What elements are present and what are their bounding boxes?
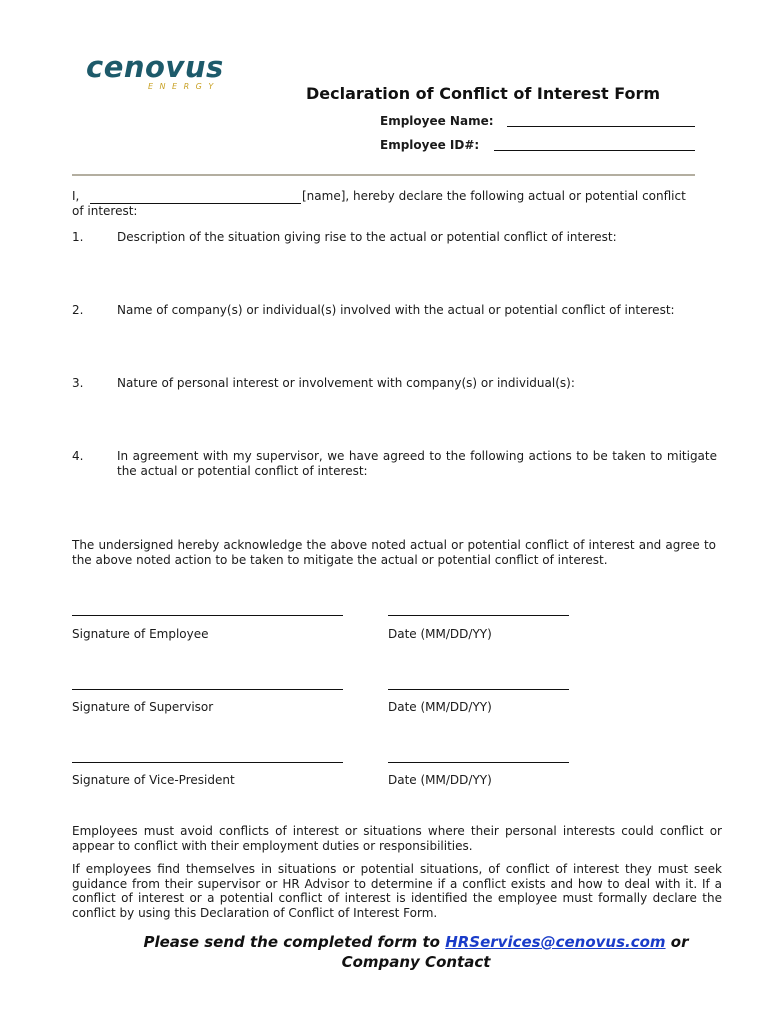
supervisor-date-label: Date (MM/DD/YY) (388, 700, 492, 714)
item-2-response-area[interactable] (117, 321, 717, 371)
item-1-number: 1. (72, 230, 84, 244)
employee-id-field[interactable] (494, 150, 695, 151)
policy-note-2: If employees find themselves in situations or potential situations, of conflict of interest they must seek guidance from their supervisor or HR Advisor to determine if a conflict exists and how to deal with it. If a conflict of interest or a potential conflict of interest is identified the employee must formally declare the conflict by using this Declaration of Conflict of Interest Form. (72, 862, 722, 920)
item-4-response-area[interactable] (117, 482, 717, 527)
vp-signature-line[interactable] (72, 762, 343, 763)
acknowledgement-text: The undersigned hereby acknowledge the above noted actual or potential conflict of interest and agree to the above noted action to be taken to mitigate the actual or potential conflict of interest. (72, 538, 716, 567)
item-1-response-area[interactable] (117, 248, 717, 298)
item-4-number: 4. (72, 449, 84, 463)
item-3-number: 3. (72, 376, 84, 390)
employee-id-label: Employee ID#: (380, 138, 480, 152)
footer-suffix: or (670, 933, 689, 951)
intro-continuation: of interest: (72, 204, 138, 218)
item-2-text: Name of company(s) or individual(s) involved with the actual or potential conflict of interest: (117, 303, 675, 317)
form-title: Declaration of Conflict of Interest Form (306, 84, 661, 103)
vp-signature-label: Signature of Vice-President (72, 773, 235, 787)
vp-date-line[interactable] (388, 762, 569, 763)
supervisor-signature-label: Signature of Supervisor (72, 700, 214, 714)
policy-note-1: Employees must avoid conflicts of interest or situations where their personal interests could conflict or appear to conflict with their employment duties or responsibilities. (72, 824, 722, 853)
hr-email-link[interactable]: HRServices@cenovus.com (445, 933, 666, 951)
intro-suffix: [name], hereby declare the following actual or potential conflict (302, 189, 686, 203)
vp-date-label: Date (MM/DD/YY) (388, 773, 492, 787)
item-4-text: In agreement with my supervisor, we have agreed to the following actions to be taken to mitigate the actual or potential conflict of interest: (117, 449, 717, 478)
employee-date-line[interactable] (388, 615, 569, 616)
employee-signature-label: Signature of Employee (72, 627, 209, 641)
intro-prefix: I, (72, 189, 80, 203)
employee-name-field[interactable] (507, 126, 695, 127)
item-2-number: 2. (72, 303, 84, 317)
item-3-text: Nature of personal interest or involvement with company(s) or individual(s): (117, 376, 575, 390)
footer-prefix: Please send the completed form to (143, 933, 440, 951)
logo-subtitle: ENERGY (148, 82, 220, 91)
item-1-text: Description of the situation giving rise to the actual or potential conflict of interest: (117, 230, 617, 244)
submission-instructions (72, 932, 760, 972)
employee-date-label: Date (MM/DD/YY) (388, 627, 492, 641)
header-divider (72, 174, 695, 176)
supervisor-date-line[interactable] (388, 689, 569, 690)
logo-wordmark: cenovus (86, 50, 224, 84)
employee-name-label: Employee Name: (380, 114, 494, 128)
supervisor-signature-line[interactable] (72, 689, 343, 690)
cenovus-logo (86, 52, 246, 96)
employee-signature-line[interactable] (72, 615, 343, 616)
footer-line-2: Company Contact (341, 953, 491, 971)
item-3-response-area[interactable] (117, 394, 717, 444)
